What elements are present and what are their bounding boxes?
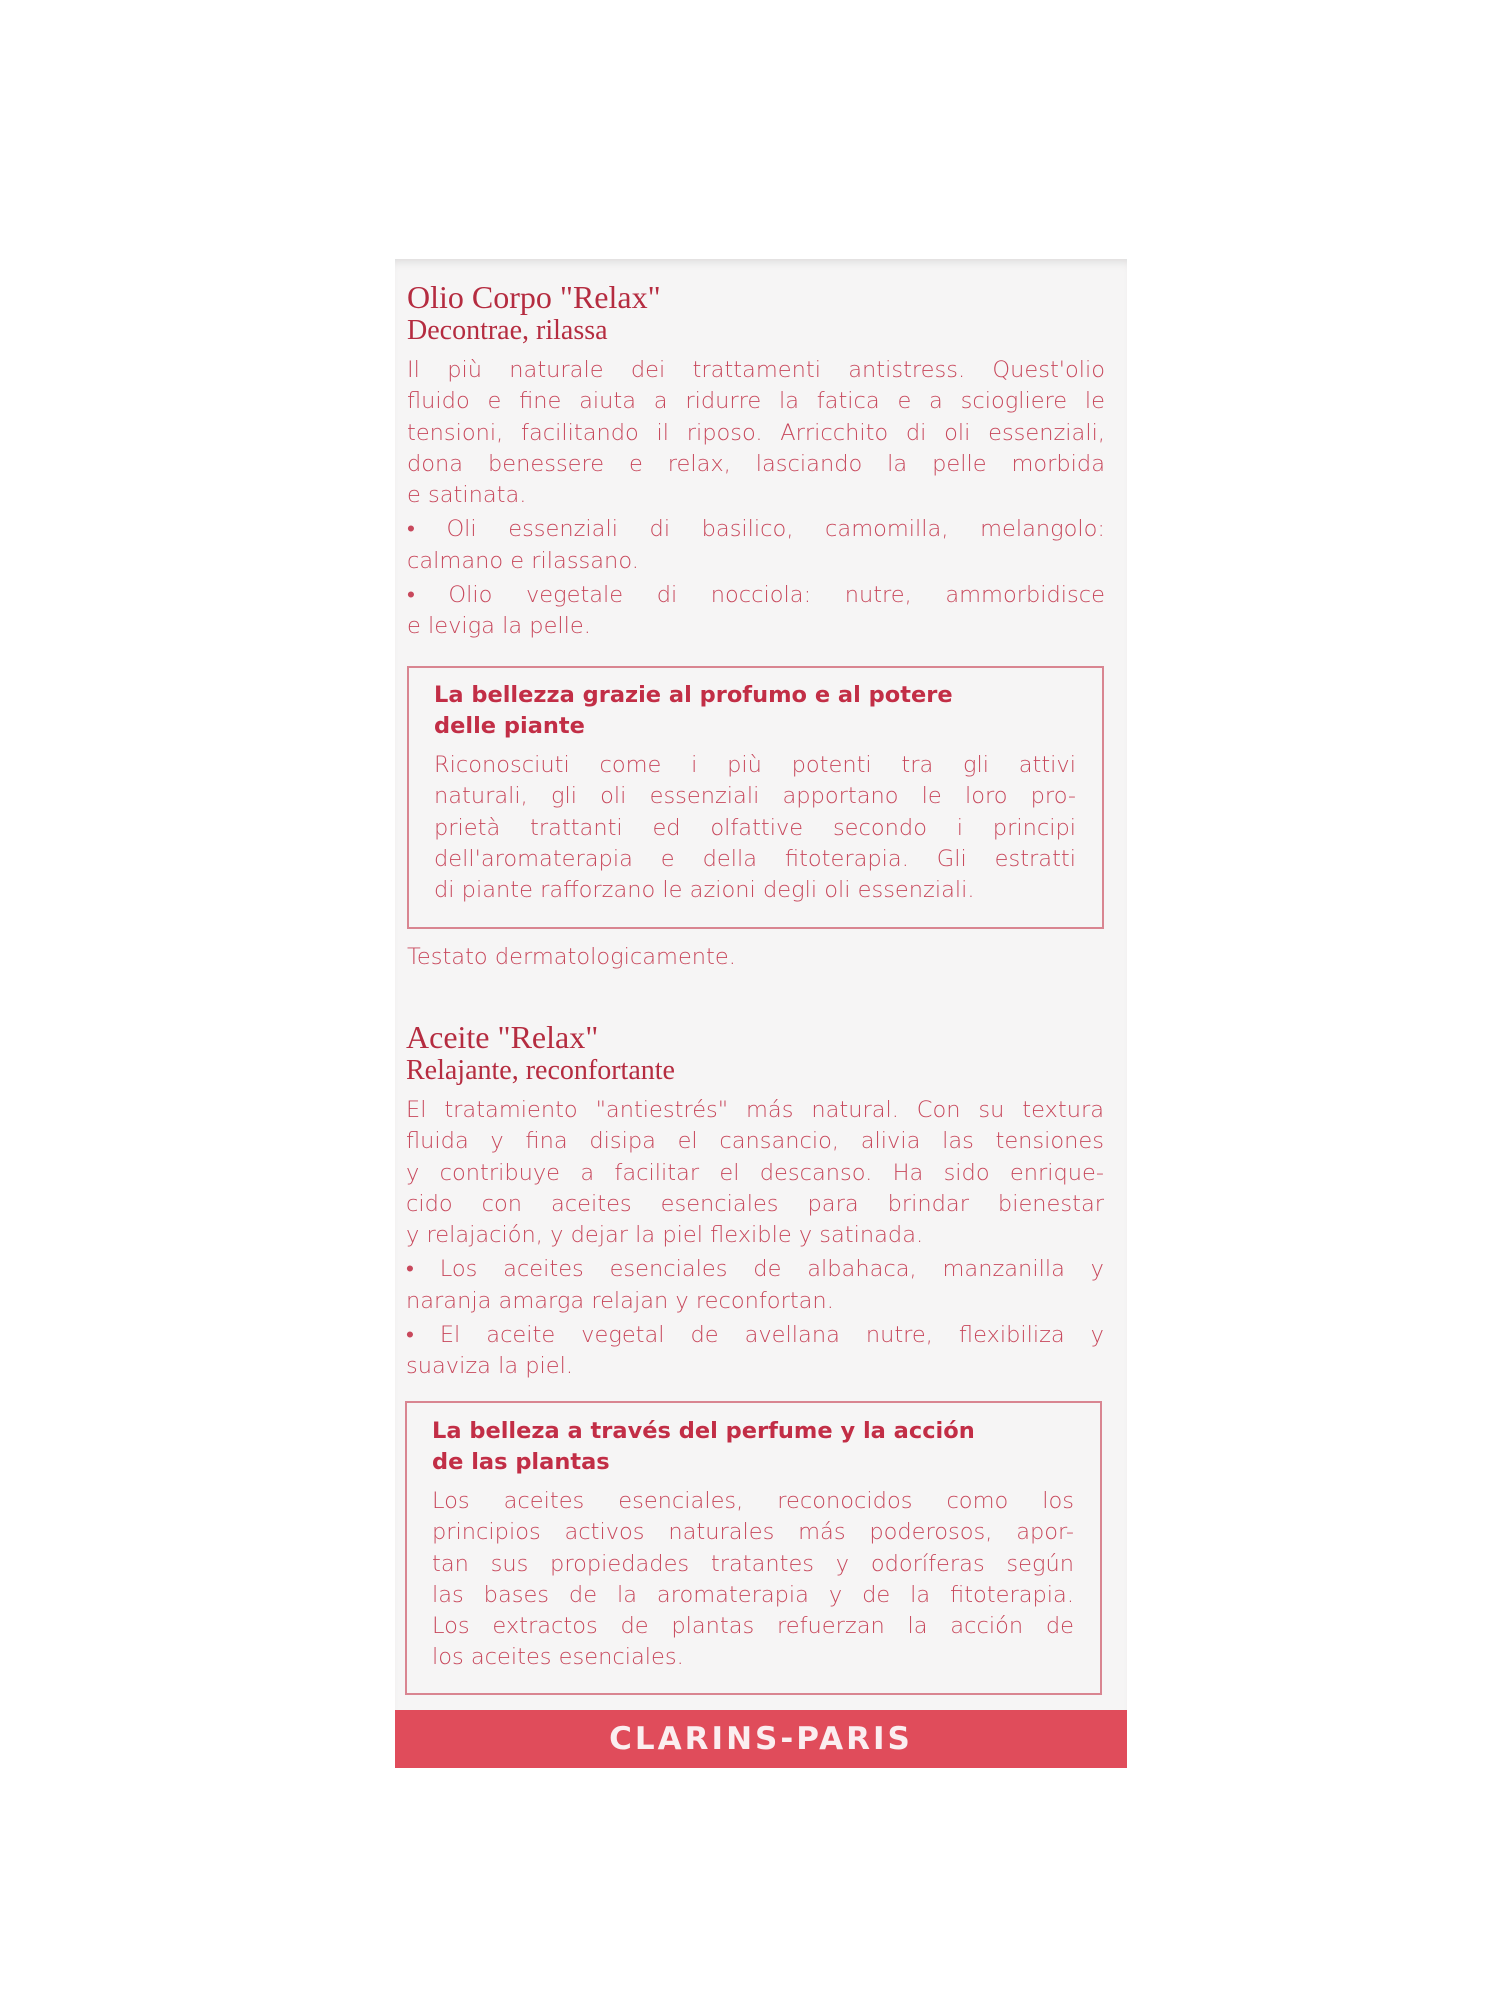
text-line: • Oli essenziali di basilico, camomilla, melangolo:	[407, 516, 1105, 543]
text-line: naturali, gli oli essenziali apportano le loro pro-	[434, 783, 1076, 810]
text-line: Il più naturale dei trattamenti antistress. Quest'olio	[407, 357, 1105, 383]
text-line: • Los aceites esenciales de albahaca, manzanilla y	[406, 1256, 1104, 1283]
text-line: tensioni, facilitando il riposo. Arricchito di oli essenziali,	[407, 419, 1105, 446]
text-line: de las plantas	[432, 1449, 610, 1476]
italian-box-title	[434, 680, 1074, 743]
text-line: La belleza a través del perfume y la acción	[432, 1418, 975, 1444]
text-line: Testato dermatologicamente.	[407, 944, 736, 970]
text-line: naranja amarga relajan y reconfortan.	[406, 1287, 834, 1314]
spanish-title: Aceite "Relax"	[406, 1019, 599, 1055]
text-line: fluido e fine aiuta a ridurre la fatica e a sciogliere le	[407, 388, 1105, 415]
text-line: las bases de la aromaterapia y de la fitoterapia.	[432, 1581, 1074, 1608]
text-line: Los extractos de plantas refuerzan la acción de	[432, 1613, 1074, 1640]
text-line: • Olio vegetale di nocciola: nutre, ammorbidisce	[407, 582, 1105, 609]
text-line: los aceites esenciales.	[432, 1644, 684, 1671]
text-line: principios activos naturales más poderosos, apor-	[432, 1519, 1074, 1546]
spanish-description	[406, 1095, 1104, 1383]
text-line: suaviza la piel.	[406, 1353, 574, 1380]
text-line: di piante rafforzano le azioni degli oli essenziali.	[434, 877, 975, 904]
text-line: cido con aceites esenciales para brindar bienestar	[406, 1190, 1104, 1217]
spanish-box-title	[432, 1416, 1072, 1479]
italian-description	[407, 355, 1105, 643]
italian-title: Olio Corpo "Relax"	[407, 279, 661, 315]
text-line: calmano e rilassano.	[407, 547, 639, 574]
text-line: dell'aromaterapia e della fitoterapia. Gli estratti	[434, 845, 1076, 872]
text-line: prietà trattanti ed olfattive secondo i principi	[434, 814, 1076, 841]
text-line: Riconosciuti come i più potenti tra gli attivi	[434, 752, 1076, 778]
text-line: El tratamiento "antiestrés" más natural. Con su textura	[406, 1097, 1104, 1123]
text-line: tan sus propiedades tratantes y odoríferas según	[432, 1550, 1074, 1577]
italian-tested-note	[407, 942, 1105, 973]
brand-logo-text: CLARINS-PARIS	[609, 1721, 913, 1757]
brand-footer-band	[395, 1710, 1127, 1768]
text-line: y relajación, y dejar la piel flexible y satinada.	[406, 1222, 924, 1249]
text-line: dona benessere e relax, lasciando la pelle morbida	[407, 450, 1105, 477]
text-line: e satinata.	[407, 482, 527, 509]
text-line: Los aceites esenciales, reconocidos como los	[432, 1488, 1074, 1514]
text-line: La bellezza grazie al profumo e al potere	[434, 682, 953, 708]
text-line: fluida y fina disipa el cansancio, alivia las tensiones	[406, 1128, 1104, 1155]
text-line: e leviga la pelle.	[407, 613, 591, 640]
spanish-box-body	[432, 1486, 1074, 1674]
text-line: delle piante	[434, 713, 585, 740]
italian-subtitle: Decontrae, rilassa	[407, 315, 608, 346]
text-line: • El aceite vegetal de avellana nutre, flexibiliza y	[406, 1322, 1104, 1349]
spanish-subtitle: Relajante, reconfortante	[406, 1055, 675, 1086]
text-line: y contribuye a facilitar el descanso. Ha sido enrique-	[406, 1159, 1104, 1186]
italian-box-body	[434, 750, 1076, 906]
